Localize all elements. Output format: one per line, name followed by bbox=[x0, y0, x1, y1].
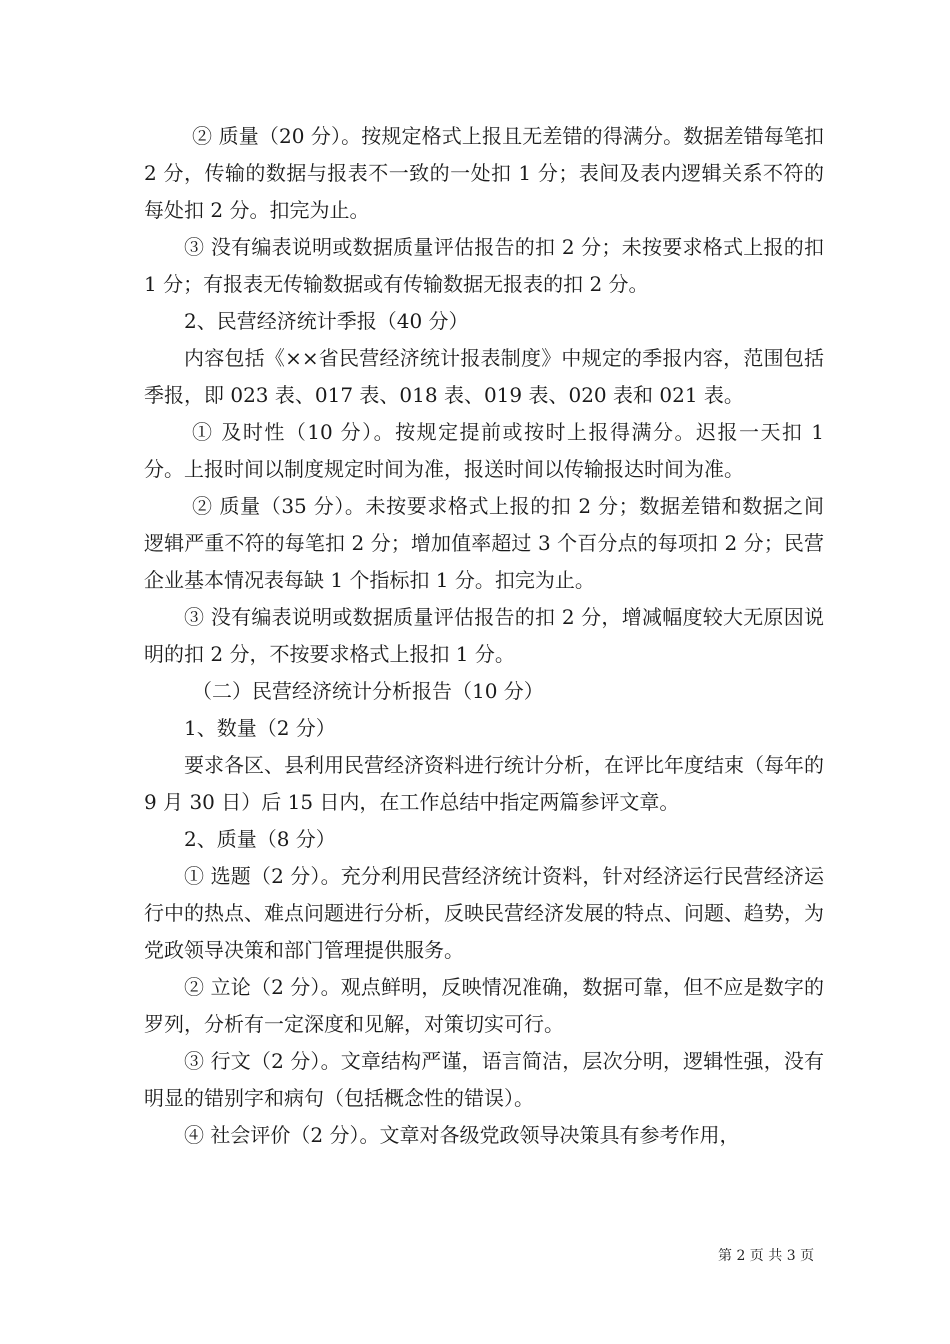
paragraph-10: 要求各区、县利用民营经济资料进行统计分析，在评比年度结束（每年的 9 月 30 日）后 15 日内，在工作总结中指定两篇参评文章。 bbox=[144, 753, 824, 814]
document-body bbox=[144, 118, 824, 1154]
paragraph-5: ① 及时性（10 分）。按规定提前或按时上报得满分。迟报一天扣 1 分。上报时间以制度规定时间为准，报送时间以传输报达时间为准。 bbox=[144, 420, 824, 481]
paragraph-8: （二）民营经济统计分析报告（10 分） bbox=[192, 679, 544, 703]
paragraph-11: 2、质量（8 分） bbox=[184, 827, 336, 851]
paragraph-15: ④ 社会评价（2 分）。文章对各级党政领导决策具有参考作用， bbox=[184, 1123, 740, 1147]
paragraph-2: ③ 没有编表说明或数据质量评估报告的扣 2 分；未按要求格式上报的扣 1 分；有报表无传输数据或有传输数据无报表的扣 2 分。 bbox=[144, 235, 824, 296]
paragraph-14: ③ 行文（2 分）。文章结构严谨，语言简洁，层次分明，逻辑性强，没有明显的错别字和病句（包括概念性的错误）。 bbox=[144, 1049, 824, 1110]
paragraph-1: ② 质量（20 分）。按规定格式上报且无差错的得满分。数据差错每笔扣 2 分，传输的数据与报表不一致的一处扣 1 分；表间及表内逻辑关系不符的每处扣 2 分。扣完为止。 bbox=[144, 124, 824, 222]
paragraph-7: ③ 没有编表说明或数据质量评估报告的扣 2 分，增减幅度较大无原因说明的扣 2 分，不按要求格式上报扣 1 分。 bbox=[144, 605, 824, 666]
paragraph-6: ② 质量（35 分）。未按要求格式上报的扣 2 分；数据差错和数据之间逻辑严重不符的每笔扣 2 分；增加值率超过 3 个百分点的每项扣 2 分；民营企业基本情况表每缺 1 个指标扣 1 分。扣完为止。 bbox=[144, 494, 824, 592]
page-indicator: 第 2 页 共 3 页 bbox=[718, 1248, 815, 1264]
paragraph-3: 2、民营经济统计季报（40 分） bbox=[184, 309, 469, 333]
paragraph-4: 内容包括《××省民营经济统计报表制度》中规定的季报内容，范围包括季报，即 023 表、017 表、018 表、019 表、020 表和 021 表。 bbox=[144, 346, 824, 407]
paragraph-12: ① 选题（2 分）。充分利用民营经济统计资料，针对经济运行民营经济运行中的热点、难点问题进行分析，反映民营经济发展的特点、问题、趋势，为党政领导决策和部门管理提供服务。 bbox=[144, 864, 824, 962]
paragraph-9: 1、数量（2 分） bbox=[184, 716, 336, 740]
paragraph-13: ② 立论（2 分）。观点鲜明，反映情况准确，数据可靠，但不应是数字的罗列，分析有一定深度和见解，对策切实可行。 bbox=[144, 975, 824, 1036]
